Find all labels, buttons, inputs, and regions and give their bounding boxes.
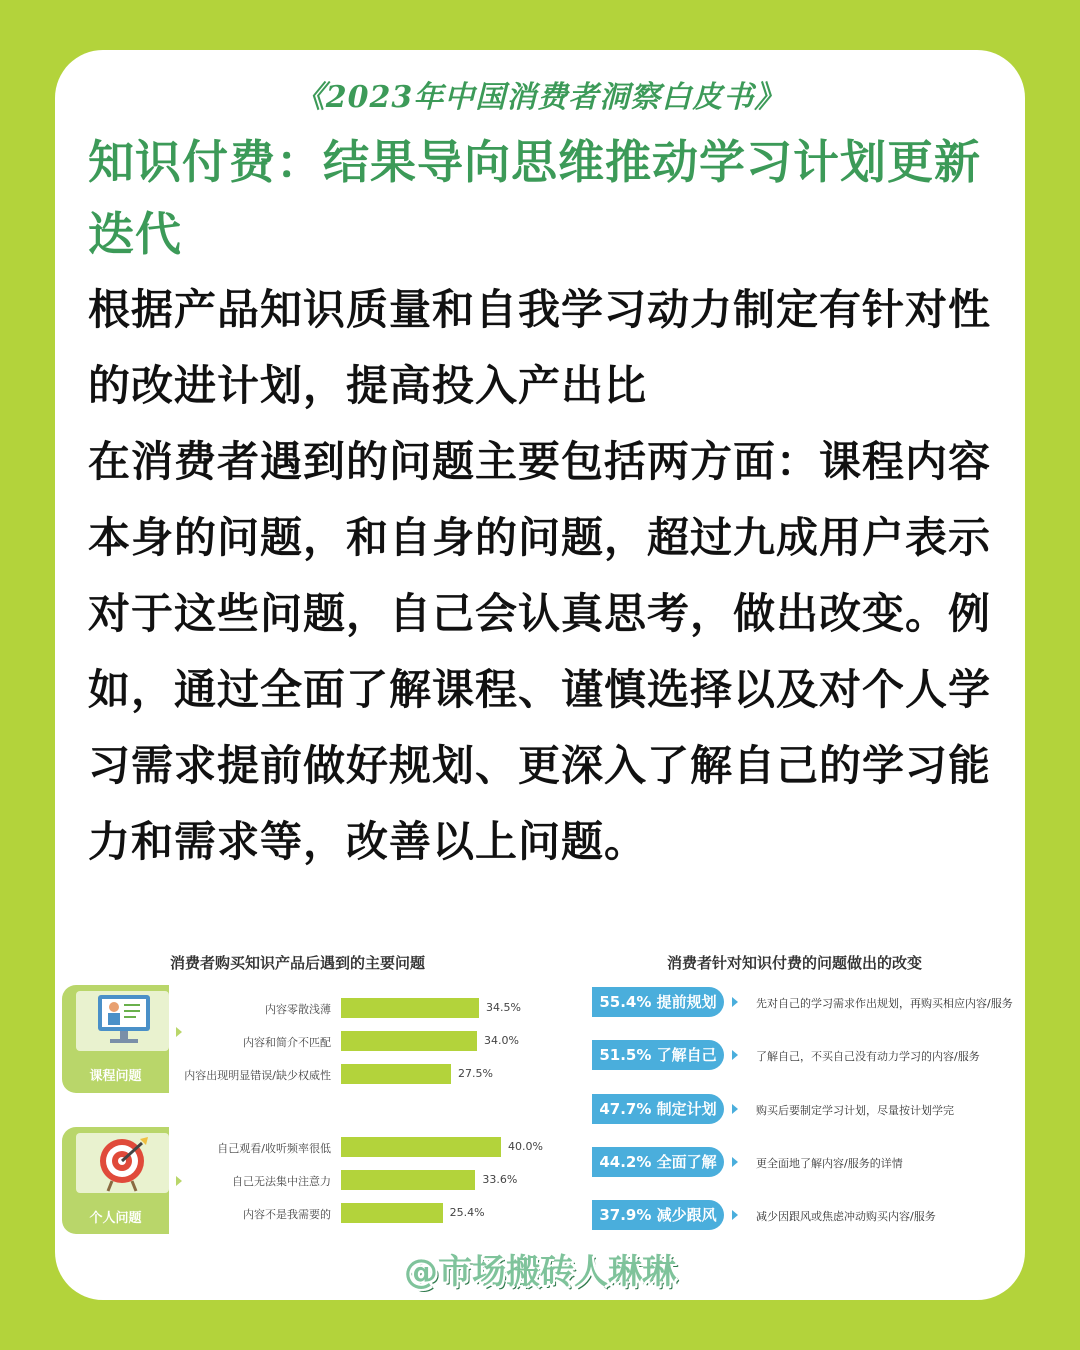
body-text	[88, 272, 998, 880]
bar-value-label: 34.0%	[484, 1034, 519, 1047]
change-badge: 55.4% 提前规划	[592, 987, 724, 1017]
bar-value-label: 40.0%	[508, 1140, 543, 1153]
change-arrow	[732, 1157, 738, 1167]
headline: 知识付费：结果导向思维推动学习计划更新迭代	[88, 135, 981, 261]
change-badge: 44.2% 全面了解	[592, 1147, 724, 1177]
change-arrow	[732, 1210, 738, 1220]
change-arrow	[732, 1104, 738, 1114]
bar	[341, 1064, 451, 1084]
bar	[341, 998, 479, 1018]
bar-value-label: 33.6%	[482, 1173, 518, 1186]
bar-label: 内容出现明显错误/缺少权威性	[184, 1069, 331, 1082]
change-description: 了解自己，不买自己没有动力学习的内容/服务	[756, 1050, 980, 1063]
change-badge: 37.9% 减少跟风	[592, 1200, 724, 1230]
report-subtitle: 《2023年中国消费者洞察白皮书》	[294, 80, 786, 115]
bar-value-label: 34.5%	[486, 1001, 521, 1014]
bar-label: 自己无法集中注意力	[232, 1175, 331, 1188]
bar	[341, 1203, 443, 1223]
bar	[341, 1137, 501, 1157]
changes-chart-title: 消费者针对知识付费的问题做出的改变	[667, 954, 923, 972]
change-description: 先对自己的学习需求作出规划，再购买相应内容/服务	[756, 997, 1013, 1010]
bar-label: 内容和简介不匹配	[243, 1036, 331, 1049]
bar-label: 自己观看/收听频率很低	[217, 1142, 331, 1155]
body-paragraph-1: 根据产品知识质量和自我学习动力制定有针对性的改进计划，提高投入产出比	[88, 285, 992, 410]
change-badge: 51.5% 了解自己	[592, 1040, 724, 1070]
bar-value-label: 27.5%	[458, 1067, 493, 1080]
author-watermark: @市场搬砖人琳琳	[404, 1252, 676, 1292]
change-description: 购买后要制定学习计划，尽量按计划学完	[756, 1104, 954, 1117]
bar-value-label: 25.4%	[449, 1206, 485, 1219]
category-course-label: 课程问题	[89, 1069, 142, 1084]
problems-chart-title: 消费者购买知识产品后遇到的主要问题	[170, 954, 426, 972]
change-arrow	[732, 1050, 738, 1060]
change-description: 更全面地了解内容/服务的详情	[756, 1157, 903, 1170]
change-badge: 47.7% 制定计划	[592, 1094, 724, 1124]
bar	[341, 1170, 475, 1190]
change-arrow	[732, 997, 738, 1007]
bar-label: 内容零散浅薄	[265, 1003, 331, 1016]
bar	[341, 1031, 477, 1051]
category-personal-label: 个人问题	[89, 1211, 142, 1226]
body-paragraph-2: 在消费者遇到的问题主要包括两方面：课程内容本身的问题，和自身的问题，超过九成用户表示对于这些问题，自己会认真思考，做出改变。例如，通过全面了解课程、谨慎选择以及对个人学习需求提前做好规划、更深入了解自己的学习能力和需求等，改善以上问题。	[88, 437, 992, 866]
change-description: 减少因跟风或焦虑冲动购买内容/服务	[756, 1210, 936, 1223]
bar-label: 内容不是我需要的	[243, 1208, 331, 1221]
